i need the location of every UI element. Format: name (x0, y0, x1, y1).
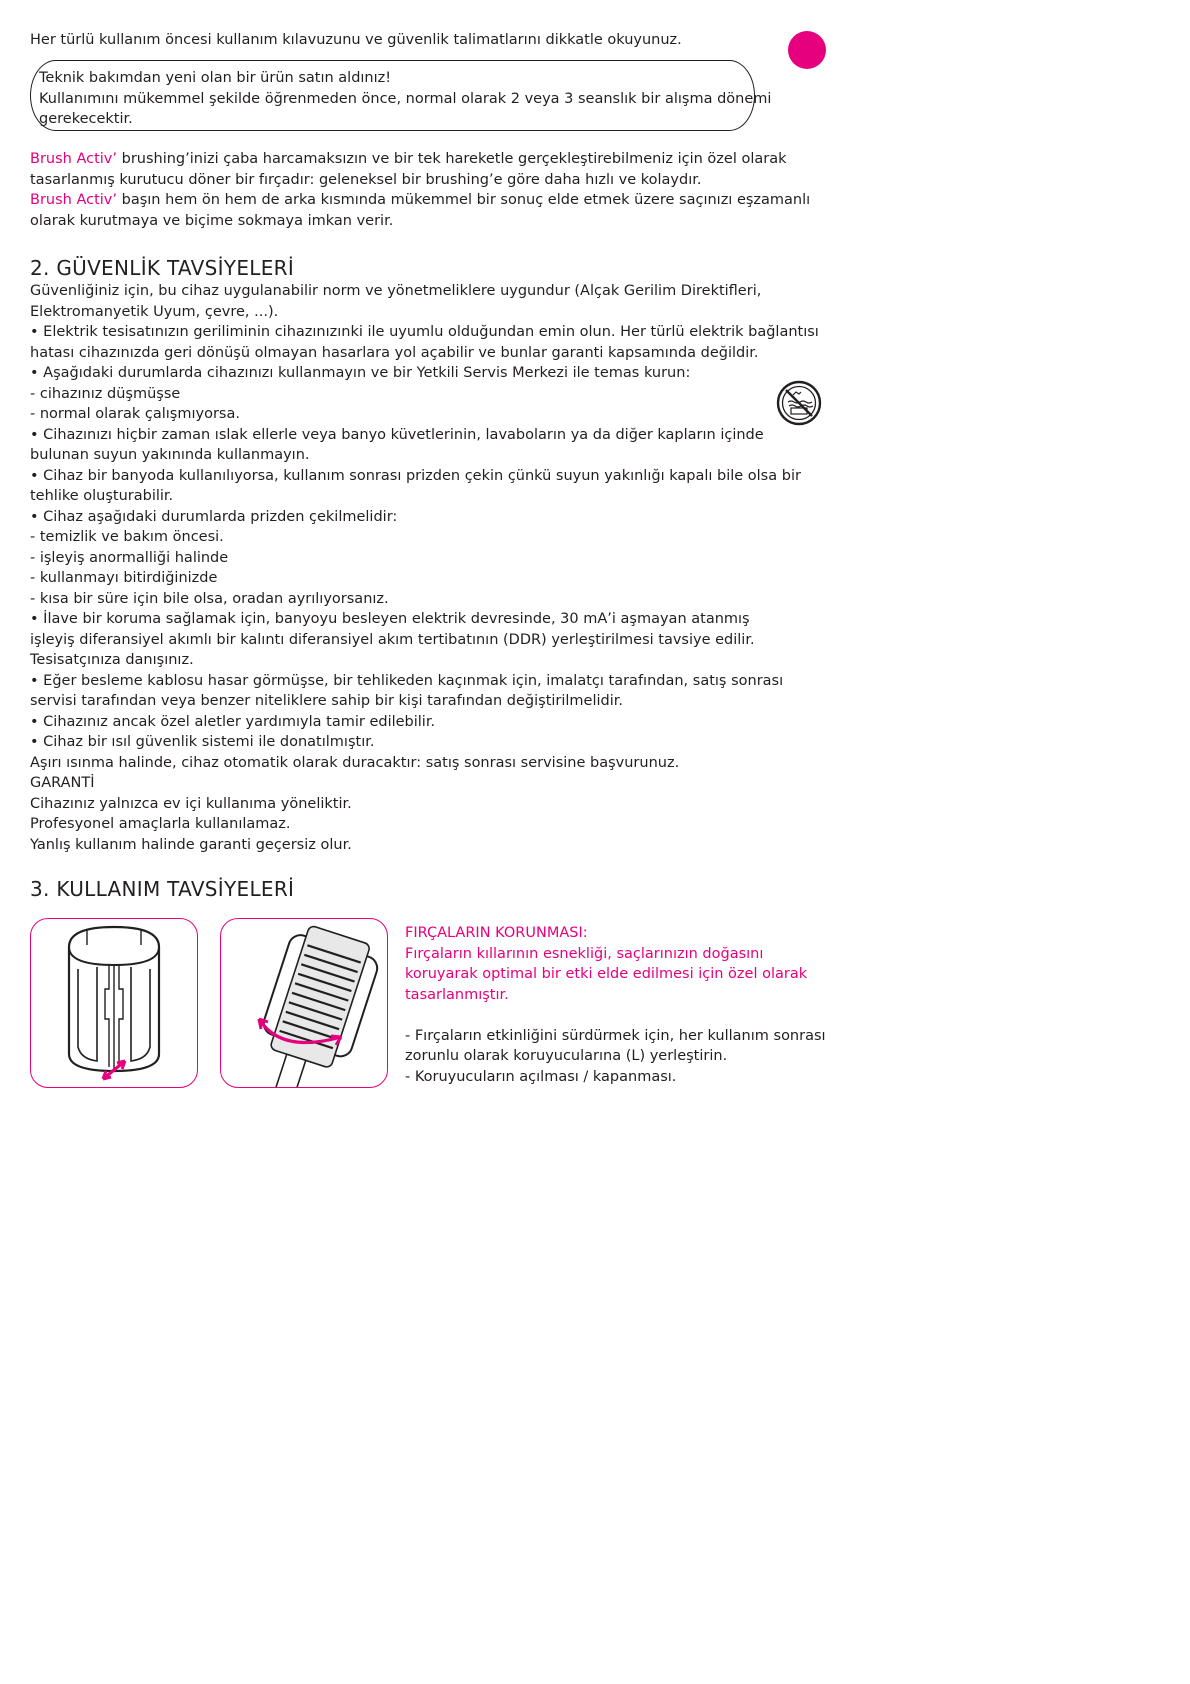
safety-line: Güvenliğiniz için, bu cihaz uygulanabilir norm ve yönetmeliklere uygundur (Alçak Gerilim Direktifleri, (30, 283, 762, 299)
brand-name: Brush Activ’ (30, 192, 117, 208)
protector-drawing (31, 919, 197, 1087)
safety-line: servisi tarafından veya benzer niteliklere sahip bir kişi tarafından değiştirilmelidir. (30, 693, 624, 709)
safety-line: tehlike oluşturabilir. (30, 488, 174, 504)
brush-protection-text (405, 923, 826, 1087)
safety-line: • Elektrik tesisatınızın geriliminin cihazınızınki ile uyumlu olduğundan emin olun. Her türlü elektrik bağlantısı (30, 324, 819, 340)
usage-line: - Fırçaların etkinliğini sürdürmek için, her kullanım sonrası (405, 1027, 826, 1044)
safety-line: - kullanmayı bitirdiğinizde (30, 570, 218, 586)
description-line: tasarlanmış kurutucu döner bir fırçadır: geleneksel bir brushing’e göre daha hızlı ve kolaydır. (30, 171, 702, 188)
intro-text: Her türlü kullanım öncesi kullanım kılavuzunu ve güvenlik talimatlarını dikkatle okuyunuz. (30, 32, 682, 48)
safety-section (30, 281, 819, 855)
brush-protection-heading: FIRÇALARIN KORUNMASI: (405, 925, 588, 941)
section-marker-dot (788, 31, 826, 69)
notice-line: Teknik bakımdan yeni olan bir ürün satın aldınız! (39, 70, 392, 86)
safety-line: • Cihaz bir banyoda kullanılıyorsa, kullanım sonrası prizden çekin çünkü suyun yakınlığı kapalı bile olsa bir (30, 467, 801, 484)
safety-line: Cihazınız yalnızca ev içi kullanıma yöneliktir. (30, 795, 352, 812)
brand-name: Brush Activ’ (30, 151, 117, 167)
safety-line: • Cihazınız ancak özel aletler yardımıyla tamir edilebilir. (30, 713, 436, 730)
safety-line: - temizlik ve bakım öncesi. (30, 529, 224, 545)
description-line (30, 149, 810, 170)
usage-line: - Koruyucuların açılması / kapanması. (405, 1068, 677, 1085)
safety-line: bulunan suyun yakınında kullanmayın. (30, 447, 310, 463)
safety-line: Tesisatçınıza danışınız. (30, 652, 194, 668)
description-text: başın hem ön hem de arka kısmında mükemmel bir sonuç elde etmek üzere saçınızı eşzamanlı (117, 192, 811, 208)
pink-line: tasarlanmıştır. (405, 986, 509, 1003)
safety-line: GARANTİ (30, 775, 95, 791)
safety-line: Yanlış kullanım halinde garanti geçersiz olur. (30, 836, 352, 853)
safety-line: Aşırı ısınma halinde, cihaz otomatik olarak duracaktır: satış sonrası servisine başvurunuz. (30, 754, 680, 771)
safety-heading: 2. GÜVENLİK TAVSİYELERİ (30, 256, 295, 280)
brush-protector-illustration (30, 918, 198, 1088)
pink-line: Fırçaların kıllarının esnekliği, saçlarınızın doğasını (405, 945, 764, 962)
no-water-warning-icon (776, 380, 822, 426)
safety-line: Elektromanyetik Uyum, çevre, ...). (30, 303, 279, 320)
safety-line: • Aşağıdaki durumlarda cihazınızı kullanmayın ve bir Yetkili Servis Merkezi ile temas kurun: (30, 365, 691, 381)
pink-line: koruyarak optimal bir etki elde edilmesi için özel olarak (405, 966, 808, 982)
safety-line: - normal olarak çalışmıyorsa. (30, 406, 240, 422)
notice-line: gerekecektir. (39, 111, 133, 127)
safety-line: işleyiş diferansiyel akımlı bir kalıntı diferansiyel akım tertibatının (DDR) yerleştirilmesi tavsiye edilir. (30, 631, 755, 648)
notice-line: Kullanımını mükemmel şekilde öğrenmeden önce, normal olarak 2 veya 3 seanslık bir alışma dönemi (39, 90, 772, 107)
safety-line: hatası cihazınızda geri dönüşü olmayan hasarlara yol açabilir ve bunlar garanti kapsamında değildir. (30, 344, 759, 361)
product-description (30, 149, 810, 231)
safety-line: • Cihazınızı hiçbir zaman ıslak ellerle veya banyo küvetlerinin, lavaboların ya da diğer kapların içinde (30, 426, 764, 443)
safety-line: • Cihaz bir ısıl güvenlik sistemi ile donatılmıştır. (30, 734, 375, 750)
spacer (405, 1005, 826, 1026)
safety-line: • İlave bir koruma sağlamak için, banyoyu besleyen elektrik devresinde, 30 mA’i aşmayan atanmış (30, 611, 750, 627)
description-line: olarak kurutmaya ve biçime sokmaya imkan verir. (30, 212, 394, 229)
description-line (30, 190, 810, 211)
brush-in-protector-illustration (220, 918, 388, 1088)
safety-line: - işleyiş anormalliği halinde (30, 549, 229, 566)
safety-line: Profesyonel amaçlarla kullanılamaz. (30, 816, 291, 832)
description-text: brushing’inizi çaba harcamaksızın ve bir tek hareketle gerçekleştirebilmeniz için özel olarak (117, 151, 787, 167)
notice-box (30, 60, 772, 131)
usage-line: zorunlu olarak koruyucularına (L) yerleştirin. (405, 1048, 728, 1064)
brush-drawing (221, 919, 387, 1087)
usage-heading: 3. KULLANIM TAVSİYELERİ (30, 877, 295, 901)
safety-line: • Cihaz aşağıdaki durumlarda prizden çekilmelidir: (30, 508, 398, 525)
safety-line: - cihazınız düşmüşse (30, 385, 181, 402)
safety-line: • Eğer besleme kablosu hasar görmüşse, bir tehlikeden kaçınmak için, imalatçı tarafından, satış sonrası (30, 672, 784, 689)
safety-line: - kısa bir süre için bile olsa, oradan ayrılıyorsanız. (30, 590, 389, 607)
